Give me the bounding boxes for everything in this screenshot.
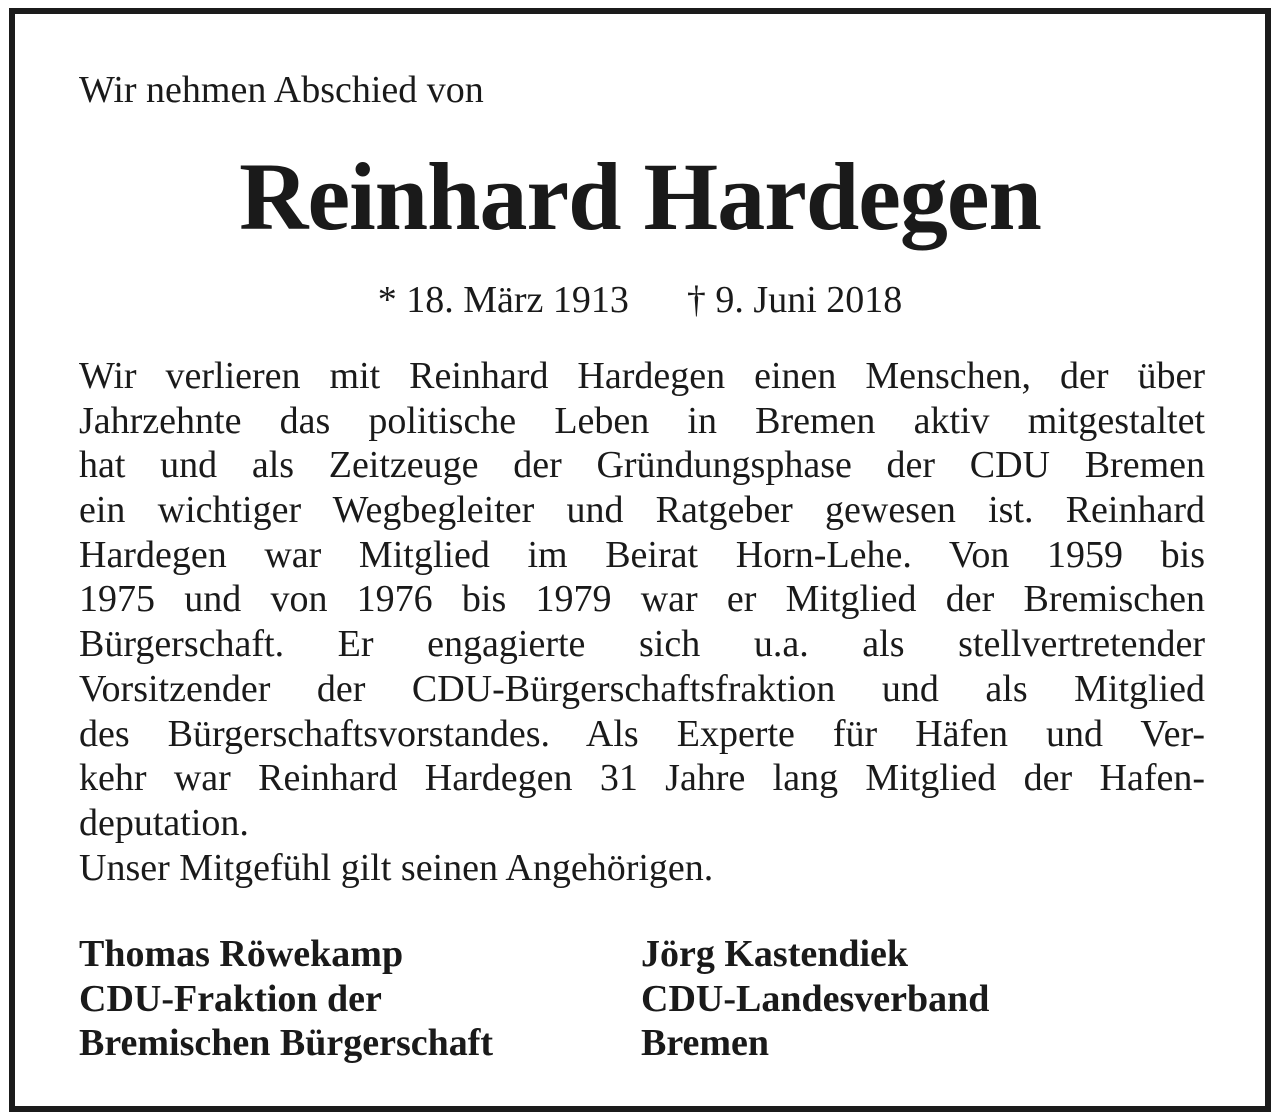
body-line: ein wichtiger Wegbegleiter und Ratgeber gewesen ist. Reinhard xyxy=(79,489,1205,532)
body-line: Jahrzehnte das politische Leben in Bremen aktiv mitgestaltet xyxy=(79,399,1205,442)
signature-right xyxy=(641,932,989,1066)
closing-line: Unser Mitgefühl gilt seinen Angehörigen. xyxy=(79,846,714,889)
intro-text: Wir nehmen Abschied von xyxy=(79,69,484,111)
signature-org: Bremen xyxy=(641,1022,770,1064)
body-line: Bürgerschaft. Er engagierte sich u.a. als stellvertretender xyxy=(79,623,1205,666)
body-line: deputation. xyxy=(79,801,249,844)
body-line: des Bürgerschaftsvorstandes. Als Experte für Häfen und Ver- xyxy=(79,712,1205,755)
death-date: † 9. Juni 2018 xyxy=(686,279,903,321)
signature-name: Thomas Röwekamp xyxy=(79,933,404,975)
signature-org: Bremischen Bürgerschaft xyxy=(79,1022,494,1064)
deceased-name: Reinhard Hardegen xyxy=(239,143,1041,250)
body-line: 1975 und von 1976 bis 1979 war er Mitglied der Bremischen xyxy=(79,578,1205,621)
signature-org: CDU-Landesverband xyxy=(641,977,990,1020)
signature-org: CDU-Fraktion der xyxy=(79,977,382,1020)
obituary-body xyxy=(79,354,1205,890)
obituary-notice xyxy=(9,8,1271,1112)
signature-name: Jörg Kastendiek xyxy=(641,933,909,975)
signature-left xyxy=(79,932,493,1066)
body-line: Vorsitzender der CDU-Bürgerschaftsfraktion und als Mitglied xyxy=(79,667,1205,710)
body-line: Hardegen war Mitglied im Beirat Horn-Lehe. Von 1959 bis xyxy=(79,533,1205,576)
birth-date: * 18. März 1913 xyxy=(377,279,629,321)
body-line: hat und als Zeitzeuge der Gründungsphase der CDU Bremen xyxy=(79,444,1205,487)
life-dates xyxy=(15,276,1265,324)
body-line: Wir verlieren mit Reinhard Hardegen einen Menschen, der über xyxy=(79,355,1205,397)
body-line: kehr war Reinhard Hardegen 31 Jahre lang Mitglied der Hafen- xyxy=(79,757,1205,800)
